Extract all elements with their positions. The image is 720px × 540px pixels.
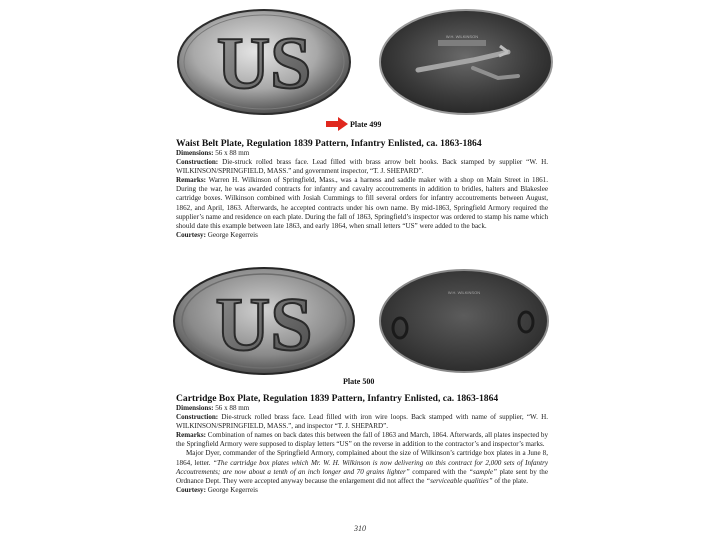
entry-2-dimensions [176, 404, 548, 413]
plate-499-back-image [378, 8, 554, 116]
entry-1-remarks [176, 176, 548, 231]
entry-1-dimensions [176, 149, 548, 158]
entry-2-construction [176, 413, 548, 431]
plate-499-back-stamp: W.H. WILKINSON [445, 34, 479, 39]
construction-label: Construction: [176, 413, 219, 422]
paragraph-end: of the plate. [492, 476, 529, 485]
remarks-text: Combination of names on back dates this between the fall of 1863 and March, 1864. Afterwards, all plates inspected by the Springfield Armory were supposed to display letters “US” on the reverse in addition to the contractor’s and inspector’s marks. [176, 431, 548, 449]
courtesy-value: George Kegerreis [207, 485, 258, 494]
plate-499-label: Plate 499 [350, 120, 382, 129]
red-arrow-icon [326, 117, 348, 136]
entry-2-remarks [176, 431, 548, 449]
entry-cartridge-box-plate [176, 393, 548, 495]
paragraph-pre: Major Dyer, commander of the Springfield Armory, complained about the size of Wilkinson’s cartridge box plates in a June 8, 1864, letter. [176, 449, 548, 467]
remarks-text: Warren H. Wilkinson of Springfield, Mass., was a harness and saddle maker with a shop on Main Street in 1861. During the war, he was awarded contracts for infantry and cavalry accoutrements in addition to bridles, halters and Blakeslee cartridge boxes. Wilkinson combined with Josiah Cummings to fill several orders for infantry accoutrements between August, 1862, and April, 1863. Afterwards, he accepted contracts under his own name. By mid-1863, Springfield Armory required the supplier’s name and residence on each plate. During the fall of 1863, Springfield’s inspector was ordered to stamp his name which should date this example between late 1863, and early 1864, when small letters “US” were added to the back. [176, 176, 548, 230]
paragraph-mid: compared with the [409, 467, 469, 476]
construction-text: Die-struck rolled brass face. Lead filled with iron wire loops. Back stamped with name of supplier, “W. H. WILKINSON/SPRINGFIELD, MASS.”, and inspector “T. J. SHEPARD”. [176, 413, 548, 431]
quote-1: “The cartridge box plates which Mr. W. H. Wilkinson is now delivering on this contract for 2,000 sets of Infantry Accoutrements; are now about a tenth of an inch longer and 70 grains lighter” [176, 458, 548, 476]
paragraph-mid-2: plate sent by the Ordnance Dept. They were accepted anyway because the enlargement did not affect the [176, 467, 548, 485]
entry-1-construction [176, 158, 548, 176]
dimensions-label: Dimensions: [176, 404, 214, 412]
remarks-label: Remarks: [176, 176, 206, 185]
plate-499-front-image [176, 8, 352, 116]
dimensions-value: 56 x 88 mm [215, 149, 250, 157]
entry-2-title: Cartridge Box Plate, Regulation 1839 Pattern, Infantry Enlisted, ca. 1863-1864 [176, 393, 499, 404]
plate-500-back-image [378, 268, 550, 374]
plate-500-front-image [172, 266, 356, 376]
entry-2-courtesy [176, 486, 548, 495]
courtesy-label: Courtesy: [176, 485, 206, 494]
construction-text: Die-struck rolled brass face. Lead filled with brass arrow belt hooks. Back stamped by supplier “W. H. WILKINSON/SPRINGFIELD, MASS.” and government inspector, “T. J. SHEPARD”. [176, 158, 548, 176]
courtesy-value: George Kegerreis [207, 230, 258, 239]
page-number: 310 [354, 524, 366, 533]
dimensions-value: 56 x 88 mm [215, 404, 250, 412]
dimensions-label: Dimensions: [176, 149, 214, 157]
remarks-label: Remarks: [176, 431, 206, 440]
courtesy-label: Courtesy: [176, 230, 206, 239]
entry-1-courtesy [176, 231, 548, 240]
quote-2: “sample” [469, 467, 497, 476]
plate-499-front-letters: US [216, 23, 312, 105]
plate-500-back-stamp: W.H. WILKINSON [447, 290, 481, 295]
entry-1-title: Waist Belt Plate, Regulation 1839 Pattern, Infantry Enlisted, ca. 1863-1864 [176, 138, 482, 149]
quote-3: “serviceable qualities” [426, 476, 493, 485]
entry-waist-belt-plate [176, 138, 548, 240]
plate-500-label: Plate 500 [343, 377, 375, 386]
construction-label: Construction: [176, 158, 219, 167]
plate-500-front-letters: US [215, 283, 313, 367]
entry-2-paragraph [176, 449, 548, 485]
